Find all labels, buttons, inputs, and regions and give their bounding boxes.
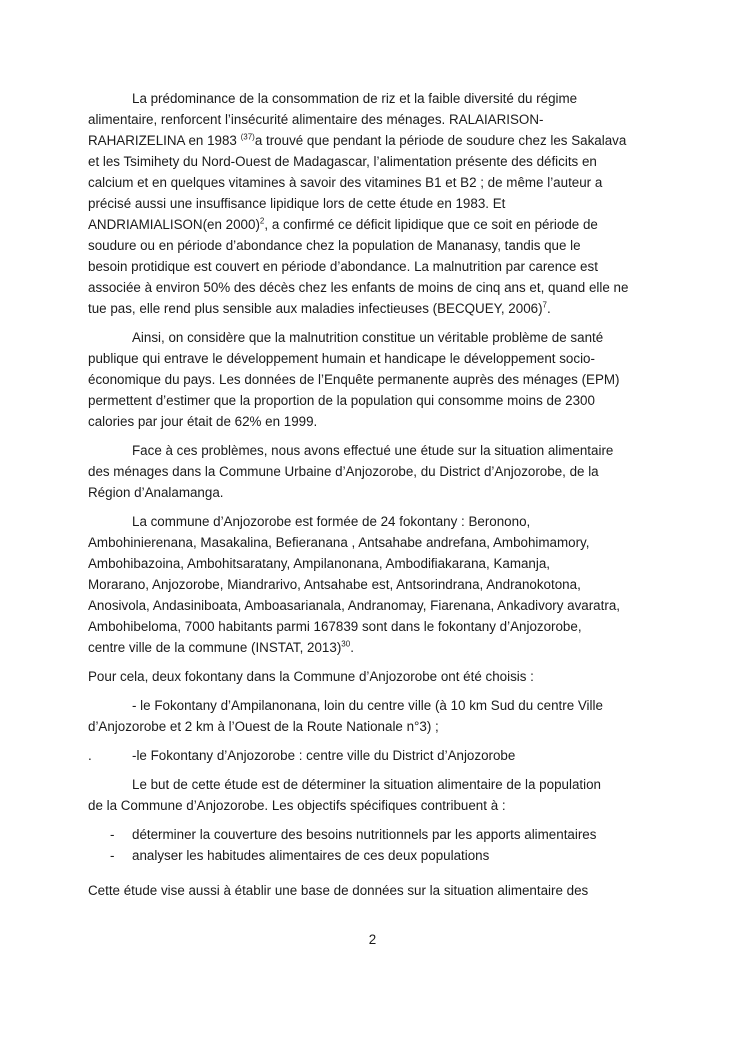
text-line: Région d’Analamanga. xyxy=(88,485,224,500)
citation-reference: 2 xyxy=(259,216,265,226)
text-fragment: RAHARIZELINA en 1983 xyxy=(88,133,241,148)
text-line xyxy=(88,214,658,235)
text-fragment: a trouvé que pendant la période de soudure chez les Sakalava xyxy=(254,133,627,148)
text-line: des ménages dans la Commune Urbaine d’Anjozorobe, du District d’Anjozorobe, de la xyxy=(88,464,599,479)
paragraph-study-context xyxy=(88,440,658,503)
text-line: analyser les habitudes alimentaires de ces deux populations xyxy=(132,848,490,863)
paragraph-rice-consumption xyxy=(88,88,658,319)
text-line: Ainsi, on considère que la malnutrition constitue un véritable problème de santé xyxy=(132,330,604,345)
text-line: de la Commune d’Anjozorobe. Les objectifs spécifiques contribuent à : xyxy=(88,798,506,813)
paragraph-malnutrition-problem xyxy=(88,327,658,432)
list-item xyxy=(88,824,658,845)
citation-reference: 30 xyxy=(341,639,351,649)
text-line: -le Fokontany d’Anjozorobe : centre ville du District d’Anjozorobe xyxy=(132,748,516,763)
text-line: Cette étude vise aussi à établir une base de données sur la situation alimentaire des xyxy=(88,883,589,898)
text-line: Ambohibeloma, 7000 habitants parmi 167839 sont dans le fokontany d’Anjozorobe, xyxy=(88,619,582,634)
text-line: Anosivola, Andasiniboata, Amboasarianala, Andranomay, Fiarenana, Ankadivory avaratra, xyxy=(88,598,620,613)
paragraph-study-goal xyxy=(88,774,658,816)
dash-bullet: - xyxy=(110,848,115,863)
text-line: calories par jour était de 62% en 1999. xyxy=(88,414,318,429)
text-line: Face à ces problèmes, nous avons effectué une étude sur la situation alimentaire xyxy=(132,443,614,458)
text-fragment: tue pas, elle rend plus sensible aux maladies infectieuses (BECQUEY, 2006) xyxy=(88,301,543,316)
document-page xyxy=(88,88,658,909)
text-line: d’Anjozorobe et 2 km à l’Ouest de la Route Nationale n°3) ; xyxy=(88,719,439,734)
text-fragment: ANDRIAMIALISON(en 2000) xyxy=(88,217,260,232)
text-line: Ambohinierenana, Masakalina, Befieranana , Antsahabe andrefana, Ambohimamory, xyxy=(88,535,590,550)
text-line: soudure ou en période d’abondance chez la population de Mananasy, tandis que le xyxy=(88,238,581,253)
paragraph-fokontany-list xyxy=(88,511,658,658)
item-ampilanonana xyxy=(88,695,658,737)
text-fragment: centre ville de la commune (INSTAT, 2013) xyxy=(88,640,342,655)
text-line xyxy=(88,130,658,151)
text-fragment: . xyxy=(350,640,354,655)
list-item xyxy=(88,845,658,866)
text-line: Pour cela, deux fokontany dans la Commune d’Anjozorobe ont été choisis : xyxy=(88,669,534,684)
paragraph-selection xyxy=(88,666,658,687)
page-number: 2 xyxy=(368,932,377,947)
dash-bullet: - xyxy=(110,827,115,842)
text-line xyxy=(88,637,658,658)
paragraph-database-aim xyxy=(88,880,658,901)
item-bullet: . xyxy=(88,748,92,763)
text-line: et les Tsimihety du Nord-Ouest de Madagascar, l’alimentation présente des déficits en xyxy=(88,154,597,169)
citation-reference: 7 xyxy=(542,300,547,310)
item-anjozorobe xyxy=(88,745,658,766)
text-line: publique qui entrave le développement humain et handicape le développement socio- xyxy=(88,351,595,366)
text-line: Le but de cette étude est de déterminer la situation alimentaire de la population xyxy=(132,777,601,792)
text-fragment: , a confirmé ce déficit lipidique que ce soit en période de xyxy=(264,217,598,232)
text-fragment: . xyxy=(547,301,551,316)
text-line: calcium et en quelques vitamines à savoir des vitamines B1 et B2 ; de même l’auteur a xyxy=(88,175,603,190)
text-line: - le Fokontany d’Ampilanonana, loin du centre ville (à 10 km Sud du centre Ville xyxy=(132,698,603,713)
text-line: Ambohibazoina, Ambohitsaratany, Ampilanonana, Ambodifiakarana, Kamanja, xyxy=(88,556,551,571)
text-line: La commune d’Anjozorobe est formée de 24 fokontany : Beronono, xyxy=(132,514,531,529)
text-line: alimentaire, renforcent l’insécurité alimentaire des ménages. RALAIARISON- xyxy=(88,112,544,127)
text-line xyxy=(88,298,658,319)
objectives-list xyxy=(88,824,658,866)
text-line: précisé aussi une insuffisance lipidique lors de cette étude en 1983. Et xyxy=(88,196,506,211)
text-line: permettent d’estimer que la proportion de la population qui consomme moins de 2300 xyxy=(88,393,595,408)
text-line: besoin protidique est couvert en période d’abondance. La malnutrition par carence est xyxy=(88,259,598,274)
text-line: déterminer la couverture des besoins nutritionnels par les apports alimentaires xyxy=(132,827,597,842)
text-line: Morarano, Anjozorobe, Miandrarivo, Antsahabe est, Antsorindrana, Andranokotona, xyxy=(88,577,581,592)
text-line: La prédominance de la consommation de riz et la faible diversité du régime xyxy=(132,91,578,106)
text-line: économique du pays. Les données de l’Enquête permanente auprès des ménages (EPM) xyxy=(88,372,620,387)
text-line: associée à environ 50% des décès chez les enfants de moins de cinq ans et, quand elle ne xyxy=(88,280,629,295)
citation-reference: (37) xyxy=(240,132,255,142)
